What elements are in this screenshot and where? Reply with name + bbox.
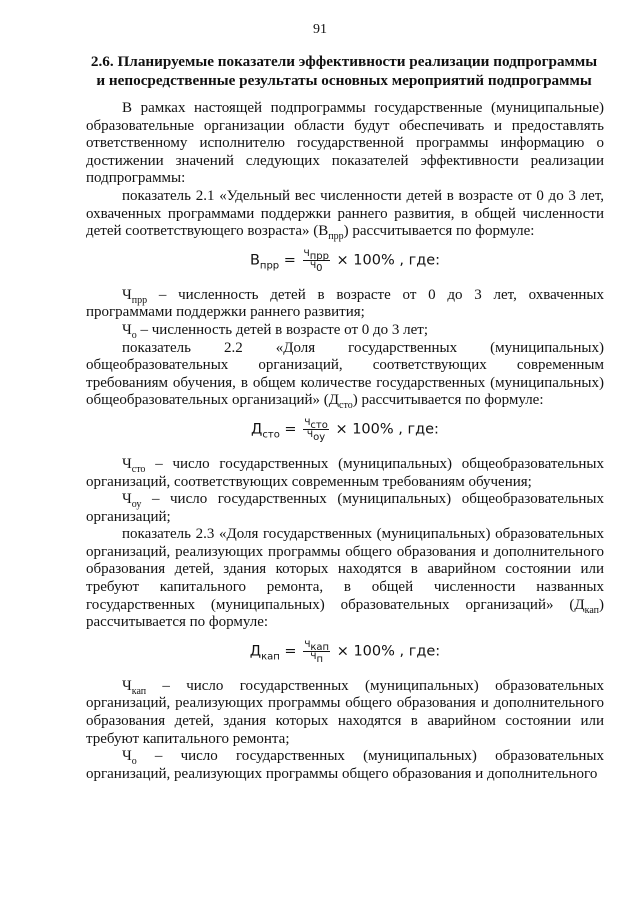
definition-chkap: $Ч_{кап}$ – число государственных (муниципальных) образовательных организаций, реализующих программы общего образования и дополнительного образования детей, здания которых находятся в аварийном состоянии или требуют капитального ремонта; <box>86 677 604 747</box>
document-body <box>86 100 604 783</box>
intro-paragraph: В рамках настоящей подпрограммы государственные (муниципальные) образовательные организации области будут обеспечивать и предоставлять ответственному исполнителю государственной программы информацию о достижении значений следующих показателей эффективности реализации подпрограммы: <box>86 100 604 187</box>
definition-chsto: $Ч_{сто}$ – число государственных (муниципальных) общеобразовательных организаций, соответствующих современным требованиям обучения; <box>86 455 604 490</box>
definition-choy: $Ч_{оу}$ – число государственных (муниципальных) общеобразовательных организаций; <box>86 491 604 525</box>
formula-2-2: $Д_{сто}$ = $\frac{Ч_{сто}}{Ч_{оу}}$ × 100% , где: <box>251 417 439 443</box>
formula-2-1: $В_{прр}$ = $\frac{Ч_{прр}}{Ч_0}$ × 100% , где: <box>249 248 441 274</box>
indicator-2-2: показатель 2.2 «Доля государственных (муниципальных) общеобразовательных организаций, соответствующих современным требованиям обучения, в общем количестве государственных (муниципальных) общеобразовательных организаций» $(Д_{сто})$ рассчитывается по формуле: <box>86 339 604 412</box>
page-number: 91 <box>313 22 327 37</box>
indicator-2-1: показатель 2.1 «Удельный вес численности детей в возрасте от 0 до 3 лет, охваченных программами поддержки раннего развития, в общей численности детей соответствующего возраста» $(В_{прр})$ рассчитывается по формуле: <box>86 187 604 243</box>
indicator-2-3: показатель 2.3 «Доля государственных (муниципальных) образовательных организаций, реализующих программы общего образования и дополнительного образования детей, здания которых находятся в аварийном состоянии или требуют капитального ремонта, в общей численности названных государственных (муниципальных) образовательных организаций» $(Д_{кап})$ рассчитывается по формуле: <box>86 526 604 631</box>
formula-2-1-fraction: $\frac{Ч_{прр}}{Ч_0}$ <box>303 248 329 274</box>
section-heading: 2.6. Планируемые показатели эффективности реализации подпрограммы и непосредственные результаты основных мероприятий подпрограммы <box>90 53 598 89</box>
definition-chprr: $Ч_{прр}$ – численность детей в возрасте от 0 до 3 лет, охваченных программами поддержки раннего развития; <box>86 286 604 321</box>
formula-2-3: $Д_{кап}$ = $\frac{Ч_{кап}}{Ч_п}$ × 100% , где: <box>249 639 441 665</box>
definition-cho-2: $Ч_о$ – число государственных (муниципальных) образовательных организаций, реализующих программы общего образования и дополнительного <box>86 748 604 782</box>
formula-2-2-fraction: $\frac{Ч_{сто}}{Ч_{оу}}$ <box>304 417 328 443</box>
formula-2-3-fraction: $\frac{Ч_{кап}}{Ч_п}$ <box>304 639 330 665</box>
definition-cho: $Ч_о$ – численность детей в возрасте от 0 до 3 лет; <box>122 321 429 341</box>
